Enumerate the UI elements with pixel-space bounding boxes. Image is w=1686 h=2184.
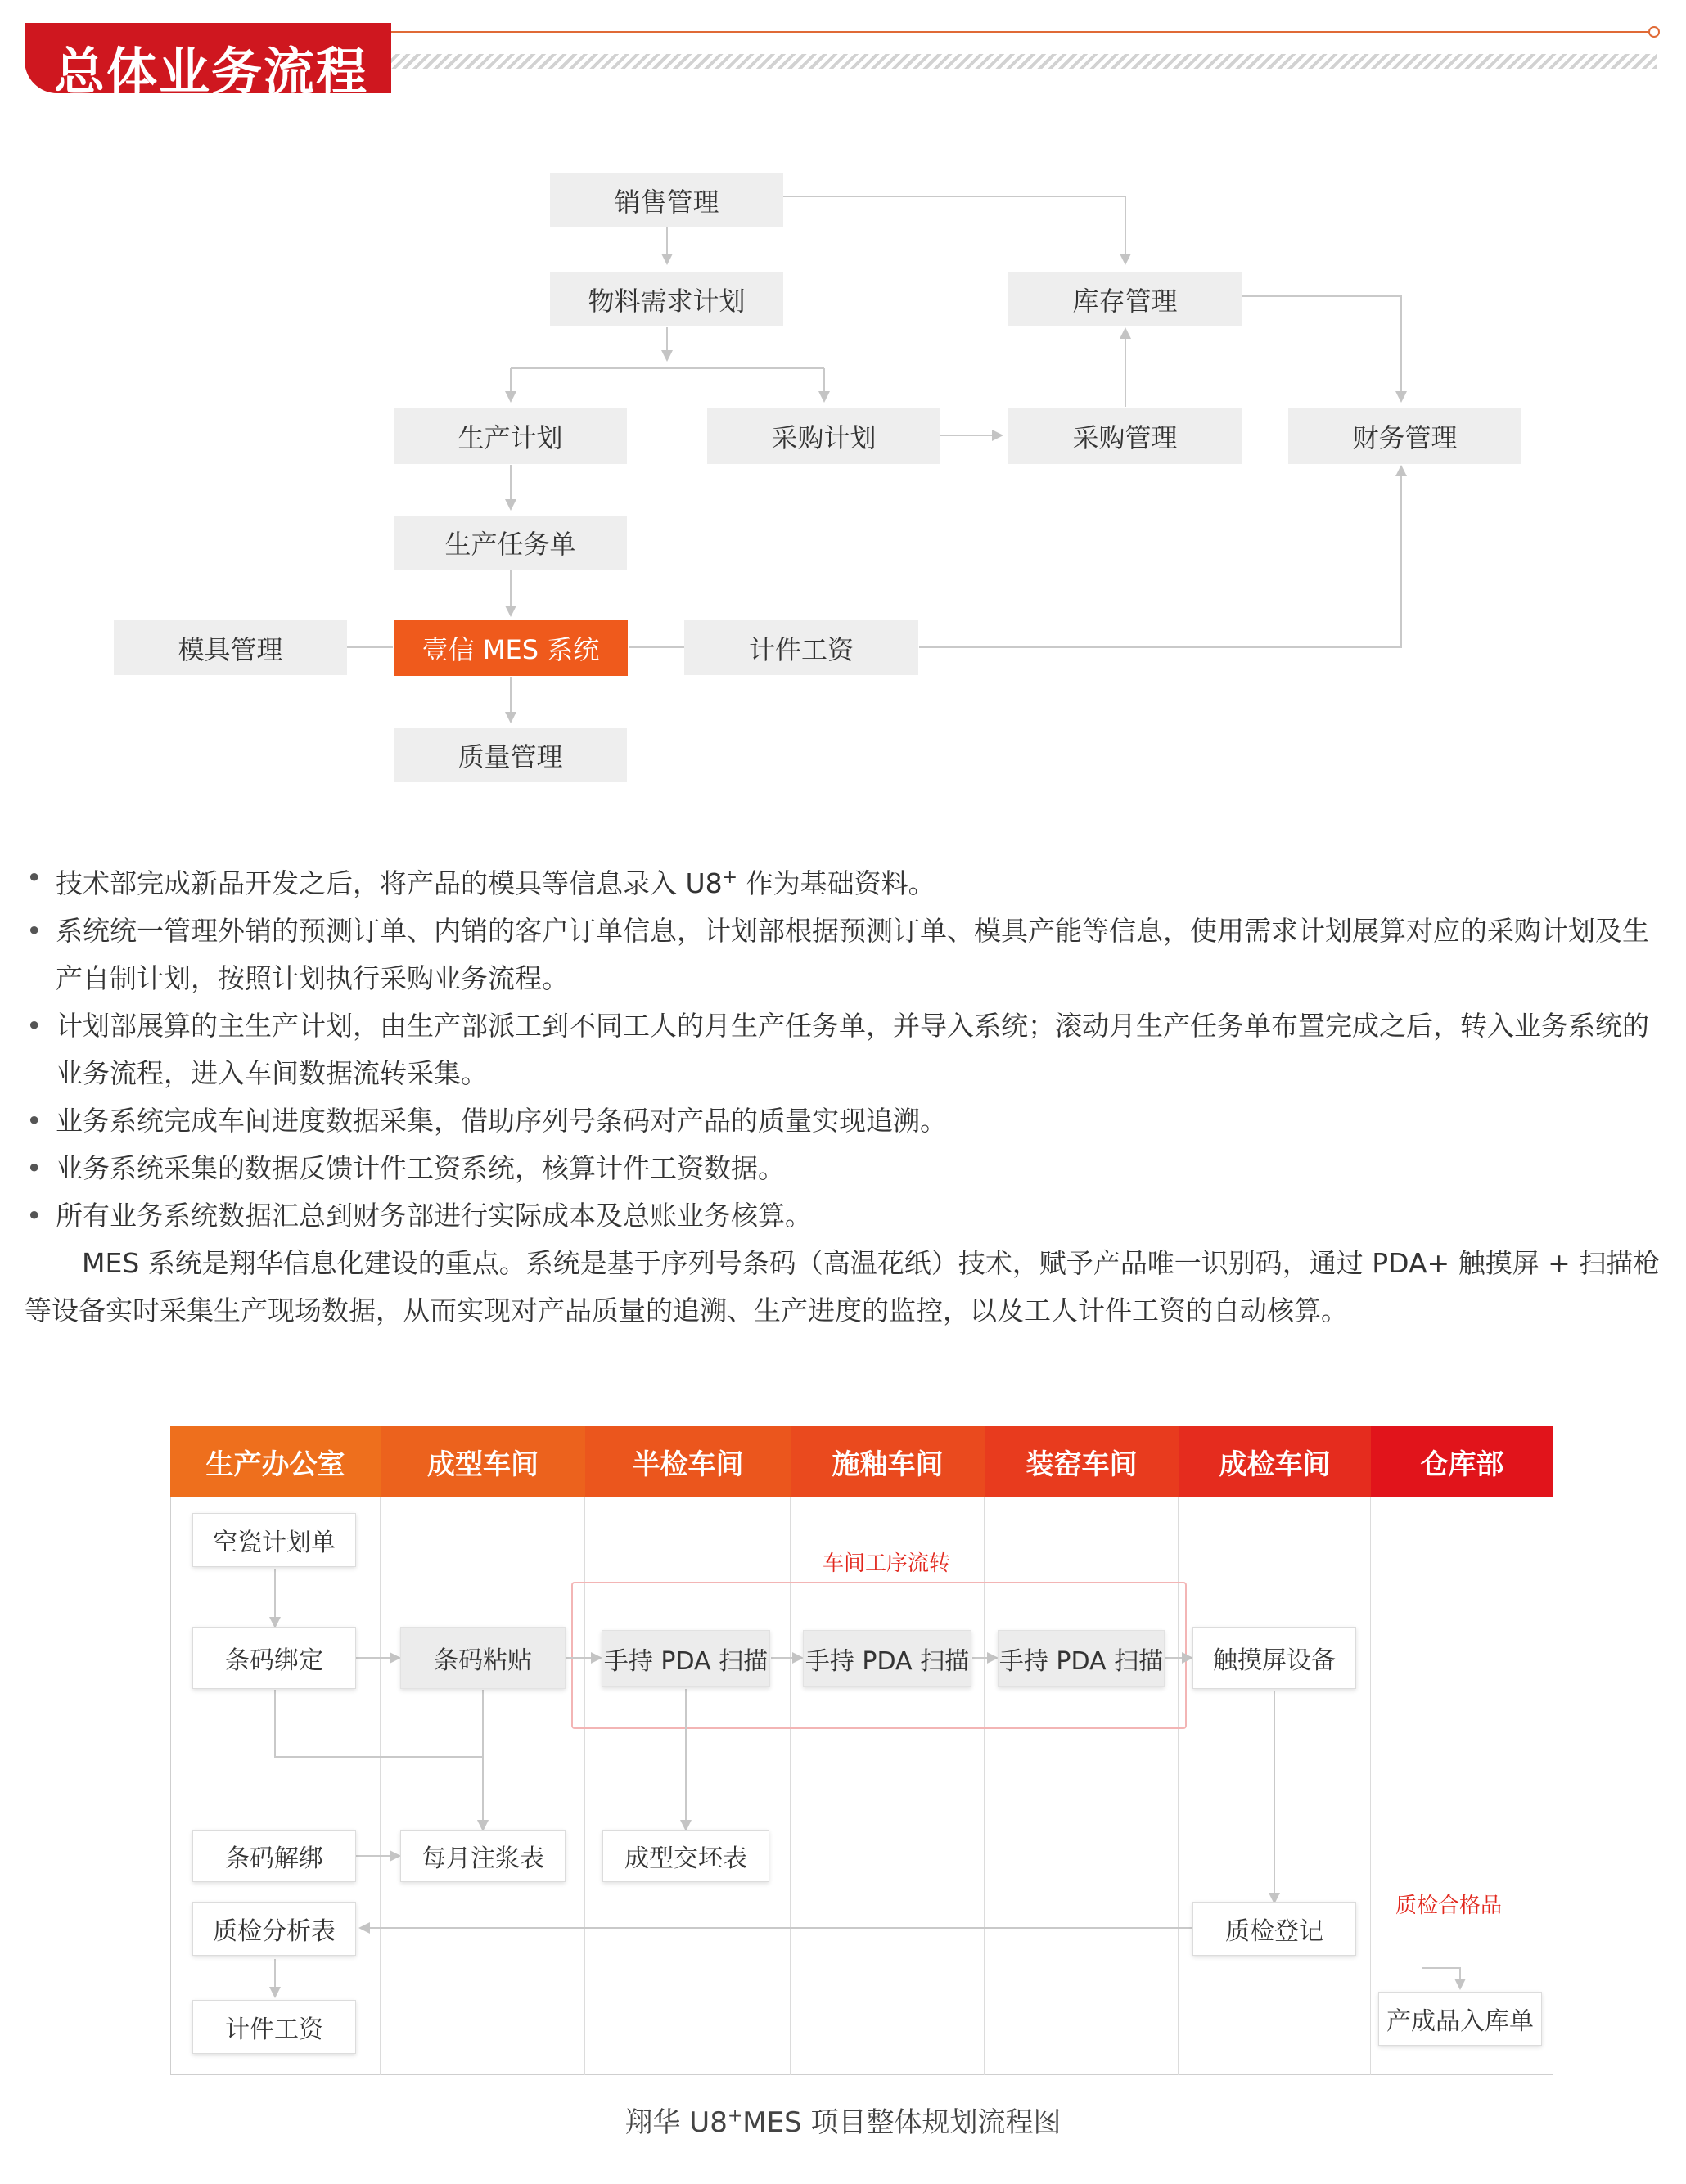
node-purchase-plan: 采购计划: [707, 408, 940, 464]
node-mold-management: 模具管理: [114, 620, 347, 675]
bullet-5: • 业务系统采集的数据反馈计件工资系统，核算计件工资数据。: [25, 1145, 1670, 1192]
lane-header-production-office: 生产办公室: [170, 1426, 381, 1497]
bullet-2: • 系统统一管理外销的预测订单、内销的客户订单信息，计划部根据预测订单、模具产能等信息，使用需求计划展算对应的采购计划及生产自制计划，按照计划执行采购业务流程。: [25, 907, 1670, 1002]
bullet-3: • 计划部展算的主生产计划，由生产部派工到不同工人的月生产任务单，并导入系统；滚动月生产任务单布置完成之后，转入业务系统的业务流程，进入车间数据流转采集。: [25, 1002, 1670, 1097]
node-finance-management: 财务管理: [1288, 408, 1521, 464]
node-monthly-slip: 每月注浆表: [400, 1830, 566, 1882]
summary-paragraph: MES 系统是翔华信息化建设的重点。系统是基于序列号条码（高温花纸）技术，赋予产品唯一识别码，通过 PDA+ 触摸屏 + 扫描枪等设备实时采集生产现场数据，从而实现对产品质量的追溯、生产进度的监控，以及工人计件工资的自动核算。: [25, 1247, 1661, 1326]
node-inventory-management: 库存管理: [1008, 272, 1242, 326]
node-barcode-paste: 条码粘贴: [400, 1627, 566, 1689]
lane-header-final-inspection-shop: 成检车间: [1179, 1426, 1371, 1497]
bullet-4: • 业务系统完成车间进度数据采集，借助序列号条码对产品的质量实现追溯。: [25, 1097, 1670, 1145]
node-ceramic-plan: 空瓷计划单: [192, 1513, 356, 1567]
node-piece-wage: 计件工资: [684, 620, 918, 675]
qc-pass-label: 质检合格品: [1395, 1894, 1503, 1918]
node-sales-management: 销售管理: [550, 173, 783, 227]
node-pda-scan-2: 手持 PDA 扫描: [803, 1630, 971, 1687]
node-forming-sheet: 成型交坯表: [602, 1830, 769, 1882]
lane-header-warehouse: 仓库部: [1371, 1426, 1553, 1497]
edge-bind-monthly: [275, 1690, 483, 1830]
lane-header-inspection-shop: 半检车间: [585, 1426, 791, 1497]
node-touchscreen: 触摸屏设备: [1192, 1627, 1356, 1689]
group-label: 车间工序流转: [823, 1551, 951, 1576]
node-mes-system: 壹信 MES 系统: [394, 620, 628, 676]
figure-caption: 翔华 U8+MES 项目整体规划流程图: [624, 2105, 1062, 2139]
node-production-plan: 生产计划: [394, 408, 627, 464]
node-barcode-bind: 条码绑定: [192, 1627, 356, 1689]
bullet-6: • 所有业务系统数据汇总到财务部进行实际成本及总账业务核算。: [25, 1192, 1670, 1240]
node-inbound-slip: 产成品入库单: [1378, 1992, 1542, 2046]
lane-header-glazing-shop: 施釉车间: [791, 1426, 985, 1497]
node-production-task: 生产任务单: [394, 516, 627, 570]
node-material-requirement-plan: 物料需求计划: [550, 272, 783, 326]
node-pda-scan-3: 手持 PDA 扫描: [998, 1630, 1165, 1687]
node-pda-scan-1: 手持 PDA 扫描: [602, 1630, 770, 1687]
node-barcode-unbind: 条码解绑: [192, 1830, 356, 1882]
section-title: 总体业务流程: [54, 42, 369, 101]
lane-header-forming-shop: 成型车间: [381, 1426, 585, 1497]
lane-header-kiln-loading-shop: 装窑车间: [985, 1426, 1179, 1497]
node-piece-wage-2: 计件工资: [192, 2000, 356, 2054]
node-purchase-management: 采购管理: [1008, 408, 1242, 464]
bullet-1: • 技术部完成新品开发之后，将产品的模具等信息录入 U8+ 作为基础资料。: [25, 854, 1670, 907]
node-qc-analysis: 质检分析表: [192, 1902, 356, 1956]
node-qc-register: 质检登记: [1192, 1902, 1356, 1956]
node-quality-management: 质量管理: [394, 728, 627, 782]
edge-qcpass-inbound: [1422, 1968, 1460, 1988]
